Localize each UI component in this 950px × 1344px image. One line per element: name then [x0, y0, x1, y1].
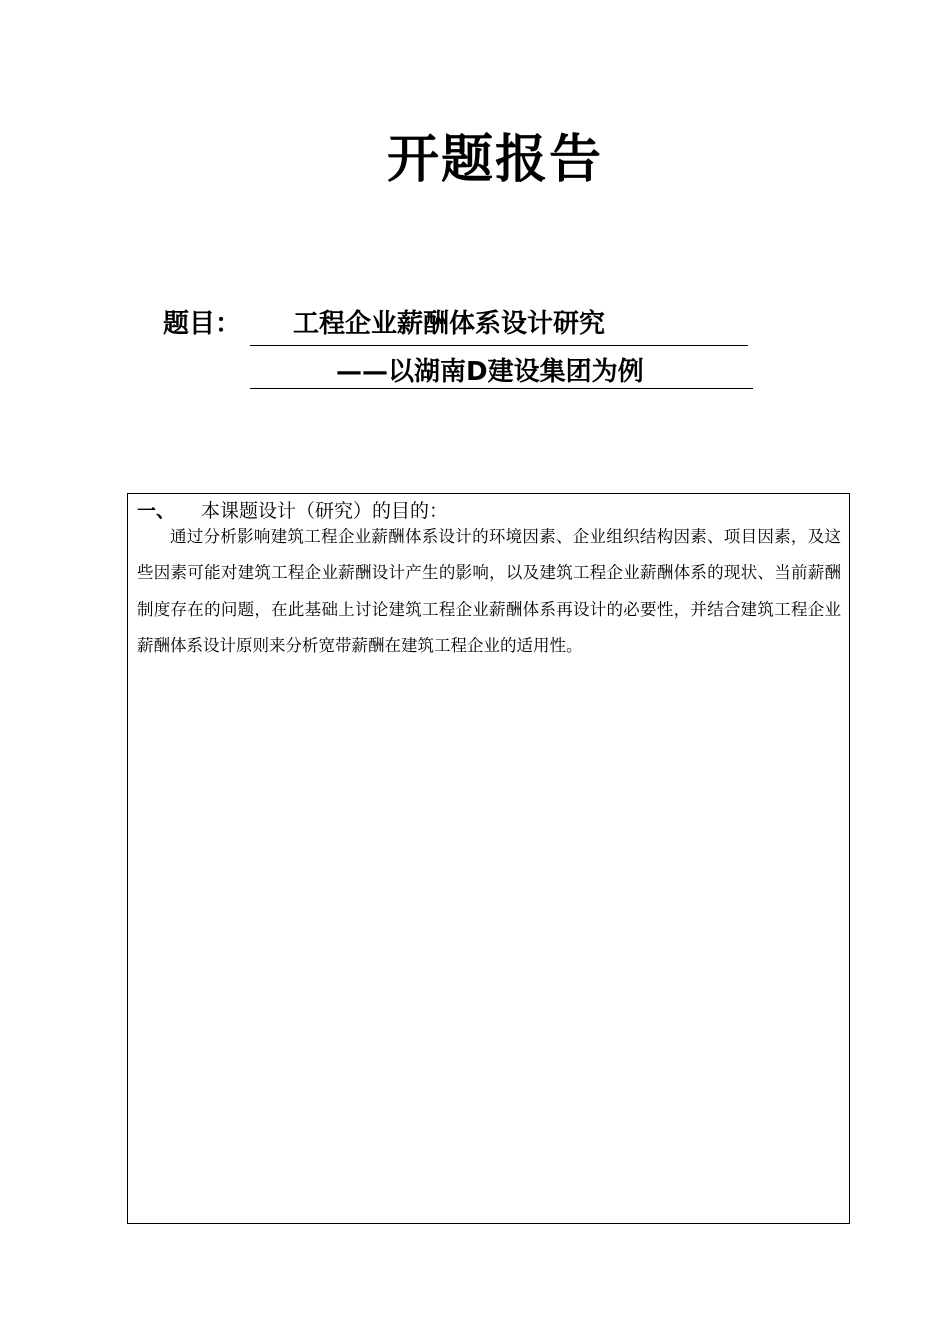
section-body-text: 通过分析影响建筑工程企业薪酬体系设计的环境因素、企业组织结构因素、项目因素，及这些因素可能对建筑工程企业薪酬设计产生的影响，以及建筑工程企业薪酬体系的现状、当前薪酬制度存在的问题，在此基础上讨论建筑工程企业薪酬体系再设计的必要性，并结合建筑工程企业薪酬体系设计原则来分析宽带薪酬在建筑工程企业的适用性。	[137, 527, 841, 655]
topic-underline-2	[250, 388, 753, 389]
topic-underline-1	[250, 345, 748, 346]
page-title: 开题报告	[386, 130, 603, 190]
topic-sub-title: ——以湖南D建设集团为例	[336, 357, 644, 387]
topic-label: 题目：	[163, 309, 242, 339]
section-number: 一、	[137, 500, 176, 522]
section-heading-text: 本课题设计（研究）的目的：	[201, 500, 449, 522]
section-box-purpose	[127, 493, 850, 1224]
topic-main-title: 工程企业薪酬体系设计研究	[293, 309, 606, 339]
